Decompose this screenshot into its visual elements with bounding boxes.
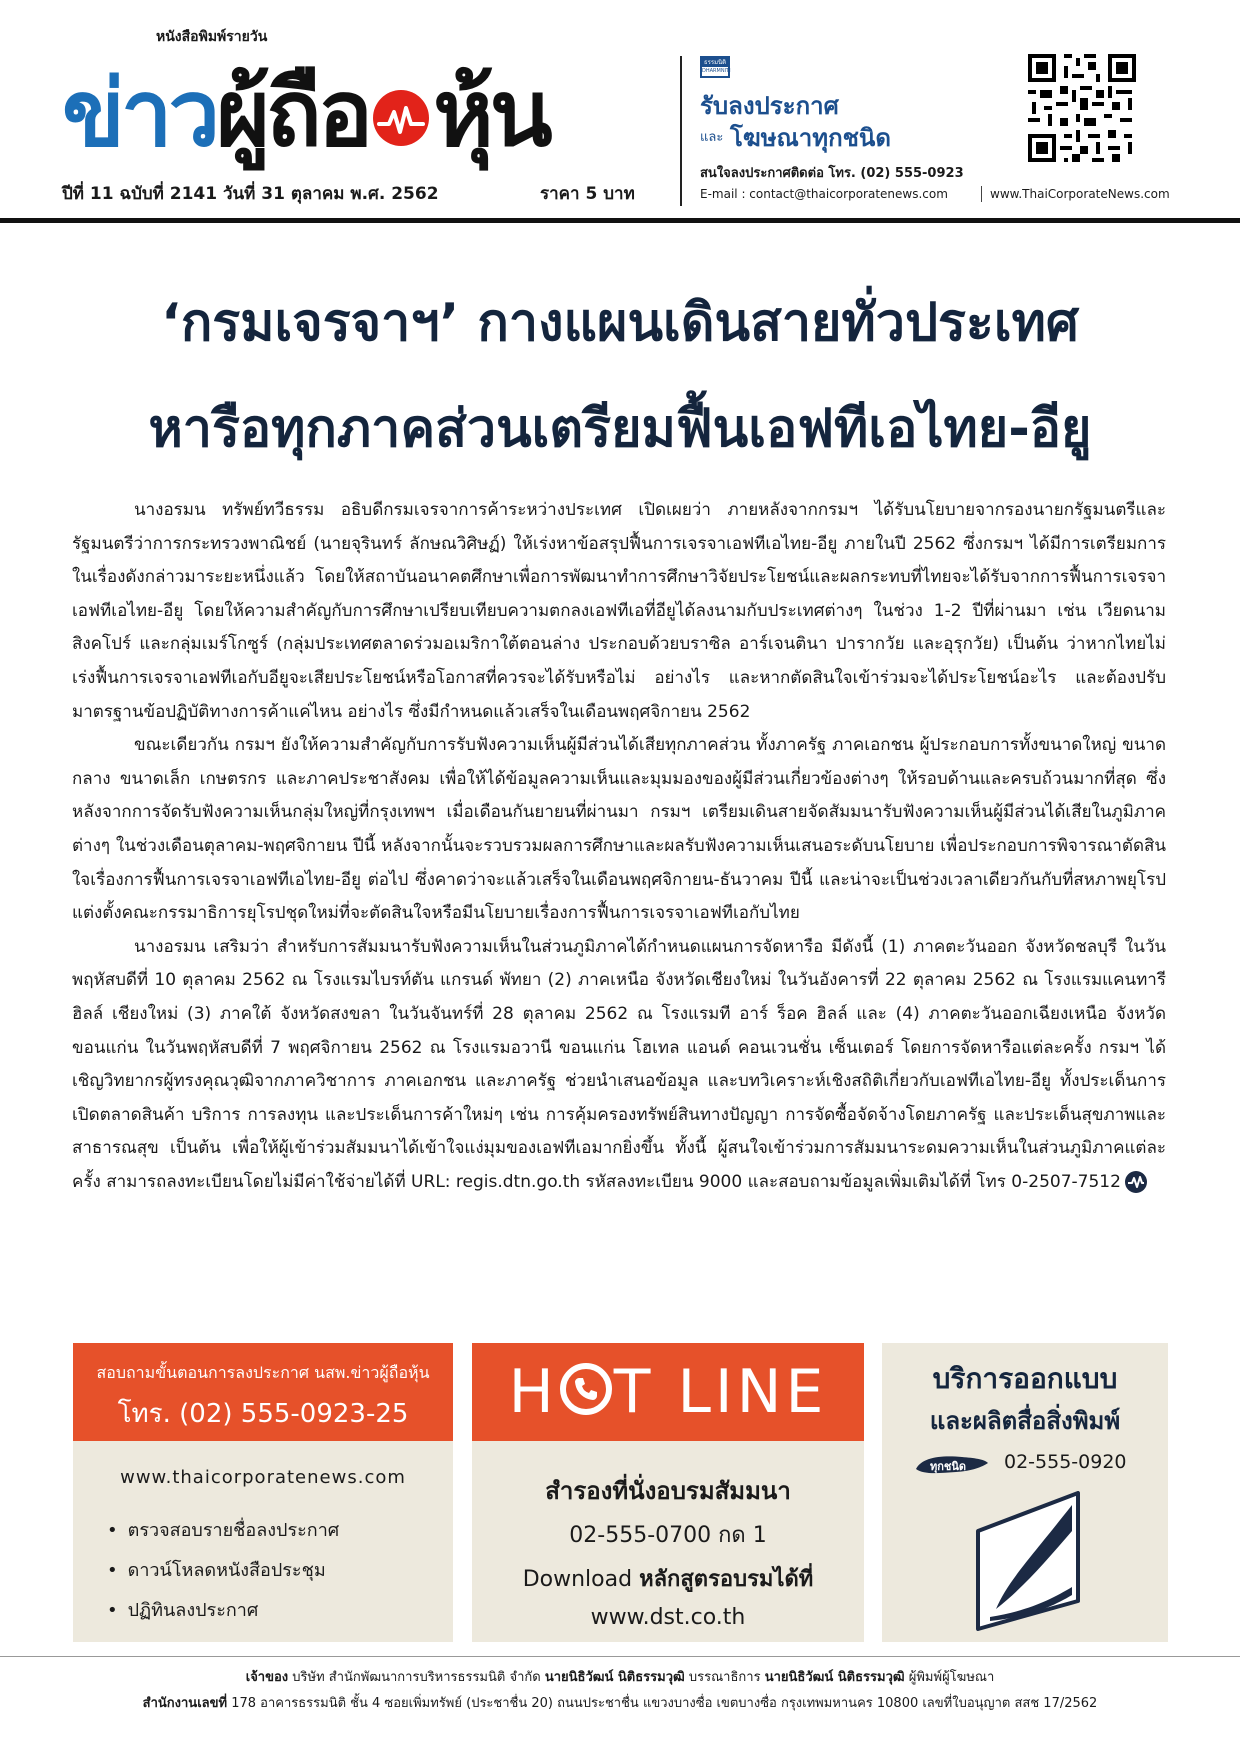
- footer-publisher-name: นายนิธิวัฒน์ นิติธรรมวุฒิ: [764, 1670, 905, 1685]
- folded-page-logo-icon: [968, 1491, 1100, 1631]
- download-course-prefix: Download: [522, 1567, 640, 1592]
- hotline-panel: [472, 1343, 864, 1642]
- print-design-panel: [882, 1343, 1168, 1642]
- hotline-title-part1: H: [508, 1357, 558, 1427]
- seminar-booking-phone: 02-555-0700 กด 1: [569, 1523, 767, 1548]
- ad-subtitle: โฆษณาทุกชนิด: [730, 124, 891, 152]
- ad-contact: สนใจลงประกาศติดต่อ โทร. (02) 555-0923: [700, 166, 964, 181]
- ad-website-link[interactable]: www.ThaiCorporateNews.com: [990, 187, 1170, 201]
- article-paragraph-2: ขณะเดียวกัน กรมฯ ยังให้ความสำคัญกับการรับฟังความเห็นผู้มีส่วนได้เสียทุกภาคส่วน ทั้งภาครัฐ ภาคเอกชน ผู้ประกอบการทั้งขนาดใหญ่ ขนาดกลาง ขนาดเล็ก เกษตรกร และภาคประชาสังคม เพื่อให้ได้ข้อมูลความเห็นและมุมมองของผู้มีส่วนเกี่ยวข้องต่างๆ ให้รอบด้านและครบถ้วนมากที่สุด ซึ่งหลังจากการจัดรับฟังความเห็นกลุ่มใหญ่ที่กรุงเทพฯ เมื่อเดือนกันยายนที่ผ่านมา กรมฯ เตรียมเดินสายจัดสัมมนารับฟังความเห็นผู้มีส่วนได้เสียในภูมิภาคต่างๆ ในช่วงเดือนตุลาคม-พฤศจิกายน ปีนี้ หลังจากนั้นจะรวบรวมผลการศึกษาและผลรับฟังความเห็นเสนอระดับนโยบาย เพื่อประกอบการพิจารณาตัดสินใจเรื่องการฟื้นการเจรจาเอฟทีเอไทย-อียู ต่อไป ซึ่งคาดว่าจะแล้วเสร็จในเดือนพฤศจิกายน-ธันวาคม ปีนี้ และน่าจะเป็นช่วงเวลาเดียวกันกับที่สหภาพยุโรปแต่งตั้งคณะกรรมาธิการยุโรปชุดใหม่ที่จะตัดสินใจหรือมีนโยบายเรื่องการฟื้นการเจรจาเอฟทีเอกับไทย: [72, 735, 1166, 924]
- list-item: • ดาวน์โหลดหนังสือประชุม: [107, 1551, 339, 1591]
- newspaper-logo: [62, 40, 549, 167]
- footer-publisher-info: [0, 1666, 1240, 1687]
- print-design-phone: 02-555-0920: [1004, 1451, 1127, 1473]
- headline-line-1: ‘กรมเจรจาฯ’ กางแผนเดินสายทั่วประเทศ: [161, 293, 1079, 353]
- article-body: [72, 494, 1166, 1199]
- hotline-title: [472, 1357, 864, 1427]
- issue-info: ปีที่ 11 ฉบับที่ 2141 วันที่ 31 ตุลาคม พ.ศ. 2562: [62, 184, 439, 204]
- footer-publisher-label: ผู้พิมพ์ผู้โฆษณา: [904, 1670, 995, 1685]
- print-design-title: บริการออกแบบ: [932, 1362, 1118, 1395]
- hotline-title-part2: T LINE: [613, 1357, 828, 1427]
- download-course-text: [472, 1561, 864, 1596]
- logo-text-part2: ผู้ถือ: [216, 60, 370, 167]
- ad-subtitle-prefix: และ: [700, 130, 724, 145]
- footer-address: [0, 1692, 1240, 1713]
- article-paragraph-1: นางอรมน ทรัพย์ทวีธรรม อธิบดีกรมเจรจาการค้าระหว่างประเทศ เปิดเผยว่า ภายหลังจากกรมฯ ได้รับนโยบายจากรองนายกรัฐมนตรีและรัฐมนตรีว่าการกระทรวงพาณิชย์ (นายจุรินทร์ ลักษณวิศิษฏ์) ให้เร่งหาข้อสรุปฟื้นการเจรจาเอฟทีเอไทย-อียู ภายในปี 2562 ซึ่งกรมฯ ได้มีการเตรียมการในเรื่องดังกล่าวมาระยะหนึ่งแล้ว โดยให้สถาบันอนาคตศึกษาเพื่อการพัฒนาทำการศึกษาวิจัยประโยชน์และผลกระทบที่ไทยจะได้รับจากการฟื้นการเจรจาเอฟทีเอไทย-อียู โดยให้ความสำคัญกับการศึกษาเปรียบเทียบความตกลงเอฟทีเอที่อียูได้ลงนามกับประเทศต่างๆ ในช่วง 1-2 ปีที่ผ่านมา เช่น เวียดนาม สิงคโปร์ และกลุ่มเมร์โกซูร์ (กลุ่มประเทศตลาดร่วมอเมริกาใต้ตอนล่าง ประกอบด้วยบราซิล อาร์เจนตินา ปารากวัย และอุรุกวัย) เป็นต้น ว่าหากไทยไม่เร่งฟื้นการเจรจาเอฟทีเอกับอียูจะเสียประโยชน์หรือโอกาสที่ควรจะได้รับหรือไม่ อย่างไร และหากตัดสินใจเข้าร่วมจะได้ประโยชน์อะไร และต้องปรับมาตรฐานข้อปฏิบัติทางการค้าแค่ไหน อย่างไร ซึ่งมีกำหนดแล้วเสร็จในเดือนพฤศจิกายน 2562: [72, 500, 1166, 722]
- footer-address-label: สำนักงานเลขที่: [142, 1696, 228, 1711]
- masthead: [0, 0, 1240, 222]
- seminar-booking-label: สำรองที่นั่งอบรมสัมมนา: [545, 1477, 791, 1505]
- announcement-panel-header: [73, 1343, 453, 1441]
- article-paragraph-3: [72, 931, 1166, 1200]
- footer-rule: [0, 1656, 1240, 1657]
- dharmniti-badge: [700, 56, 730, 78]
- brush-label: ทุกชนิด: [930, 1460, 967, 1473]
- course-website-link[interactable]: www.dst.co.th: [590, 1605, 746, 1630]
- announcement-services-list: [107, 1511, 339, 1631]
- badge-bottom-text: DHARMNITI: [702, 68, 731, 74]
- footer-owner-text: บริษัท สำนักพัฒนาการบริหารธรรมนิติ จำกัด: [288, 1670, 545, 1685]
- stock-chart-icon: [373, 90, 429, 146]
- masthead-rule: [0, 218, 1240, 223]
- announcement-website-link[interactable]: www.thaicorporatenews.com: [120, 1467, 406, 1488]
- badge-top-text: ธรรมนิติ: [703, 59, 727, 66]
- headline-line-2: หารือทุกภาคส่วนเตรียมฟื้นเอฟทีเอไทย-อียู: [148, 399, 1092, 459]
- announcement-info-panel: [73, 1343, 453, 1642]
- footer-address-text: 178 อาคารธรรมนิติ ชั้น 4 ซอยเพิ่มทรัพย์ (ประชาชื่น 20) ถนนประชาชื่น แขวงบางซื่อ เขตบางซื่อ กรุงเทพมหานคร 10800 เลขที่ใบอนุญาต สสช 17/2562: [227, 1696, 1098, 1711]
- download-course-bold: หลักสูตรอบรมได้ที่: [639, 1567, 814, 1592]
- price: ราคา 5 บาท: [540, 184, 635, 204]
- masthead-divider: [680, 56, 682, 206]
- ad-email[interactable]: E-mail : contact@thaicorporatenews.com: [700, 187, 948, 201]
- contact-separator: [981, 186, 982, 202]
- print-design-subtitle: และผลิตสื่อสิ่งพิมพ์: [929, 1407, 1121, 1435]
- qr-code-icon[interactable]: [1024, 50, 1140, 166]
- logo-text-part3: หุ้น: [433, 60, 549, 167]
- footer-owner-label: เจ้าของ: [245, 1670, 289, 1685]
- announcement-panel-title: สอบถามขั้นตอนการลงประกาศ นสพ.ข่าวผู้ถือหุ้น: [96, 1363, 430, 1382]
- footer-editor-label: บรรณาธิการ: [684, 1670, 765, 1685]
- list-item: • ตรวจสอบรายชื่อลงประกาศ: [107, 1511, 339, 1551]
- article-paragraph-3-text: นางอรมน เสริมว่า สำหรับการสัมมนารับฟังความเห็นในส่วนภูมิภาคได้กำหนดแผนการจัดหารือ มีดังนี้ (1) ภาคตะวันออก จังหวัดชลบุรี ในวันพฤหัสบดีที่ 10 ตุลาคม 2562 ณ โรงแรมไบรท์ตัน แกรนด์ พัทยา (2) ภาคเหนือ จังหวัดเชียงใหม่ ในวันอังคารที่ 22 ตุลาคม 2562 ณ โรงแรมแคนทารี ฮิลล์ เชียงใหม่ (3) ภาคใต้ จังหวัดสงขลา ในวันจันทร์ที่ 28 ตุลาคม 2562 ณ โรงแรมที อาร์ ร็อค ฮิลล์ และ (4) ภาคตะวันออกเฉียงเหนือ จังหวัดขอนแก่น ในวันพฤหัสบดีที่ 7 พฤศจิกายน 2562 ณ โรงแรมอวานี ขอนแก่น โฮเทล แอนด์ คอนเวนชั่น เซ็นเตอร์ โดยการจัดหารือแต่ละครั้ง กรมฯ ได้เชิญวิทยากรผู้ทรงคุณวุฒิจากภาควิชาการ ภาคเอกชน และภาครัฐ ช่วยนำเสนอข้อมูล และบทวิเคราะห์เชิงสถิติเกี่ยวกับเอฟทีเอไทย-อียู ทั้งประเด็นการเปิดตลาดสินค้า บริการ การลงทุน และประเด็นการค้าใหม่ๆ เช่น การคุ้มครองทรัพย์สินทางปัญญา การจัดซื้อจัดจ้างโดยภาครัฐ และประเด็นสุขภาพและสาธารณสุข เป็นต้น เพื่อให้ผู้เข้าร่วมสัมมนาได้เข้าใจแง่มุมของเอฟทีเอมากยิ่งขึ้น ทั้งนี้ ผู้สนใจเข้าร่วมการสัมมนาระดมความเห็นในส่วนภูมิภาคแต่ละครั้ง สามารถลงทะเบียนโดยไม่มีค่าใช้จ่ายได้ที่ URL: regis.dtn.go.th รหัสลงทะเบียน 9000 และสอบถามข้อมูลเพิ่มเติมได้ที่ โทร 0-2507-7512: [72, 936, 1166, 1192]
- footer-editor-name: นายนิธิวัฒน์ นิติธรรมวุฒิ: [544, 1670, 685, 1685]
- list-item: • ปฏิทินลงประกาศ: [107, 1591, 339, 1631]
- ad-title: รับลงประกาศ: [700, 92, 839, 120]
- logo-text-part1: ข่าว: [62, 60, 217, 167]
- logo-tagline: หนังสือพิมพ์รายวัน: [156, 29, 268, 45]
- announcement-panel-phone: โทร. (02) 555-0923-25: [117, 1399, 409, 1429]
- article-end-mark-icon: [1125, 1171, 1147, 1193]
- hotline-panel-header: [472, 1343, 864, 1441]
- phone-icon: [560, 1363, 612, 1415]
